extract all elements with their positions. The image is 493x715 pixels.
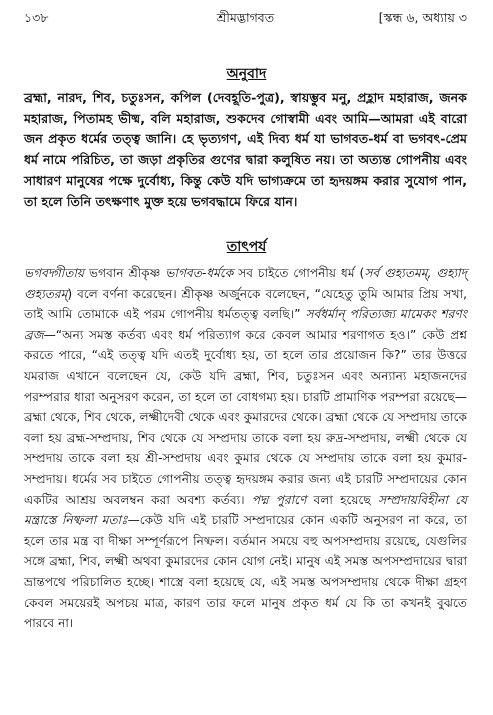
purport-segment: —“অন্য সমস্ত কর্তব্য এবং ধর্ম পরিত্যাগ করে কেবল আমার শরণাগত হও।” কেউ প্রশ্ন করতে পারে, “এই তত্ত্ব যদি এতই দুর্বোধ্য হয়, তা হলে তার প্রয়োজন কি?” তার উত্তরে যমরাজ এখানে বলেছেন যে, কেউ যদি ব্রহ্মা, শিব, চতুঃসন এবং অন্যান্য মহাজনদের পরম্পরার ধারা অনুসরণ করেন, তা হলে তা বোধগম্য হয়। চারটি প্রামাণিক পরম্পরা রয়েছে—ব্রহ্মা থেকে, শিব থেকে, লক্ষ্মীদেবী থেকে এবং কুমারদের থেকে। ব্রহ্মা থেকে যে সম্প্রদায় তাকে বলা হয় ব্রহ্ম-সম্প্রদায়, শিব থেকে যে সম্প্রদায় তাকে বলা হয় রুদ্র-সম্প্রদায়, লক্ষ্মী থেকে যে সম্প্রদায় তাকে বলা হয় শ্রী-সম্প্রদায় এবং কুমার থেকে যে সম্প্রদায় তাকে বলা হয় কুমার-সম্প্রদায়। ধর্মের সব চাইতে গোপনীয় তত্ত্ব হৃদয়ঙ্গম করার জন্য এই চারটি সম্প্রদায়ের কোন একটির আশ্রয় অবলম্বন করা অবশ্য কর্তব্য। <box>24 327 467 507</box>
purport-quote: সর্বধর্মান্ পরিত্যজ্য মামেকং শরণং ব্রজ <box>24 307 467 342</box>
purport-quote: সর্ব গুহ্যতমম্, গুহ্যাদ্ গুহ্যতরম্ <box>24 266 467 301</box>
purport-segment: —কেউ যদি এই চারটি সম্প্রদায়ের কোন একটি অনুসরণ না করে, তা হলে তার মন্ত্র বা দীক্ষা সম্পূর্ণরূপে নিষ্ফল। বর্তমান সময়ে বহু অপসম্প্রদায় রয়েছে, যেগুলির সঙ্গে ব্রহ্মা, শিব, লক্ষ্মী অথবা কুমারদের কোন যোগ নেই। মানুষ এই সমস্ত অপসম্প্রদায়ের দ্বারা ভ্রান্তপথে পরিচালিত হচ্ছে। শাস্ত্রে বলা হয়েছে যে, এই সমস্ত অপসম্প্রদায় থেকে দীক্ষা গ্রহণ কেবল সময়েরই অপচয় মাত্র, কারণ তার ফলে মানুষ প্রকৃত ধর্ম যে কি তা কখনই বুঝতে পারবে না। <box>24 513 468 631</box>
purport-text <box>24 263 467 634</box>
purport-segment: বলা হয়েছে <box>306 492 378 507</box>
purport-quote: সম্প্রদায়বিহীনা যে মন্ত্রাস্তে নিষ্ফলা মতাঃ <box>24 492 468 528</box>
purport-segment: ভগবান শ্রীকৃষ্ণ <box>84 266 166 280</box>
purport-segment: সব চাইতে গোপনীয় ধর্ম ( <box>233 266 365 280</box>
running-header <box>24 10 467 30</box>
purport-heading: তাৎপর্য <box>226 239 267 255</box>
purport-quote: পদ্ম পুরাণে <box>251 492 307 507</box>
chapter-reference: [স্কন্ধ ৬, অধ্যায় ৩ <box>378 10 467 25</box>
purport-quote: ভাগবত-ধর্মকে <box>165 266 234 280</box>
translation-heading: অনুবাদ <box>226 66 267 82</box>
book-title: শ্রীমদ্ভাগবত <box>216 10 275 25</box>
purport-quote: ভগবদ্গীতায় <box>24 266 85 280</box>
translation-text: ব্রহ্মা, নারদ, শিব, চতুঃসন, কপিল (দেবহূতি-পুত্র), স্বায়ম্ভুব মনু, প্রহ্লাদ মহারাজ, জনক মহারাজ, পিতামহ ভীষ্ম, বলি মহারাজ, শুকদেব গোস্বামী এবং আমি—আমরা এই বারো জন প্রকৃত ধর্মের তত্ত্ব জানি। হে ভৃত্যগণ, এই দিব্য ধর্ম যা ভাগবত-ধর্ম বা ভগবৎ-প্রেম ধর্ম নামে পরিচিত, তা জড়া প্রকৃতির গুণের দ্বারা কলুষিত নয়। তা অত্যন্ত গোপনীয় এবং সাধারণ মানুষের পক্ষে দুর্বোধ্য, কিন্তু কেউ যদি ভাগ্যক্রমে তা হৃদয়ঙ্গম করার সুযোগ পান, তা হলে তিনি তৎক্ষণাৎ মুক্ত হয়ে ভগবদ্ধামে ফিরে যান। <box>24 90 467 209</box>
purport-segment: ) বলে বর্ণনা করেছেন। শ্রীকৃষ্ণ অর্জুনকে বলেছেন, “যেহেতু তুমি আমার প্রিয় সখা, তাই আমি তোমাকে এই পরম গোপনীয় ধর্মতত্ত্ব বলছি।” <box>24 286 467 322</box>
page-number: ১৩৮ <box>24 10 49 25</box>
